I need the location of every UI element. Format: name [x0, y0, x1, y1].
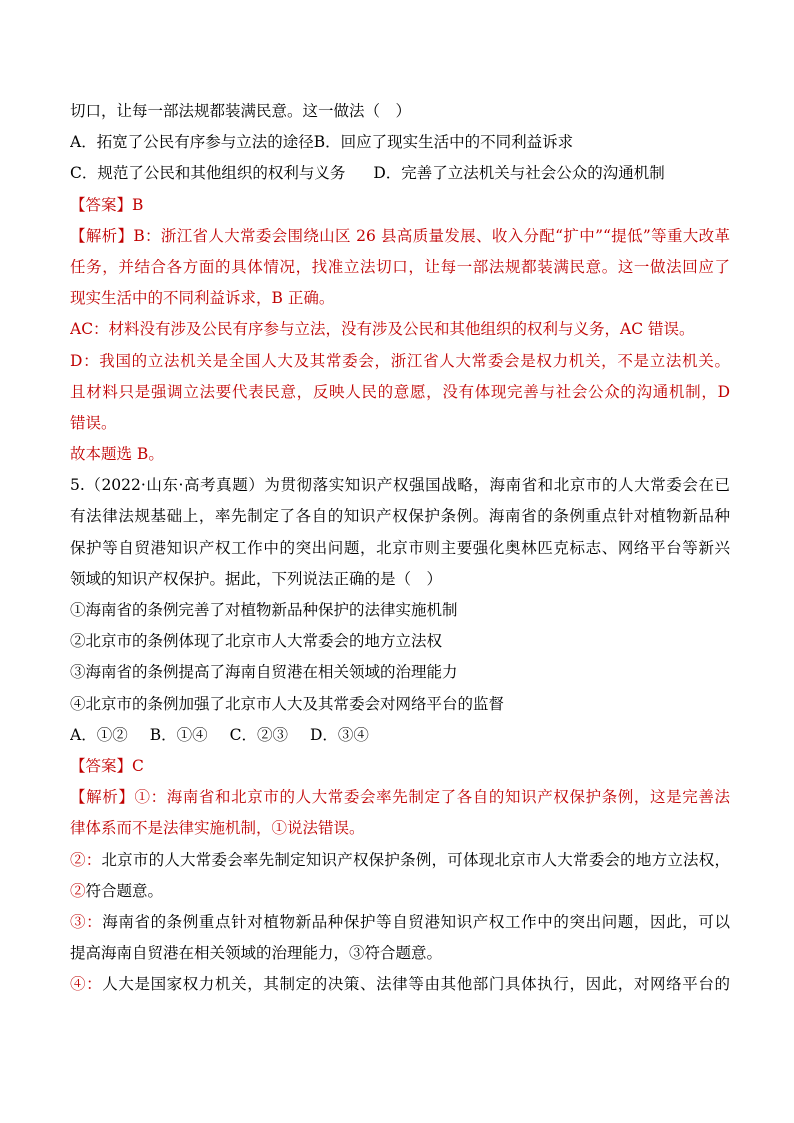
answer-value: B [132, 195, 144, 214]
analysis-text: 人大是国家权力机关，其制定的决策、法律等由其他部门具体执行，因此，对网络平台的 [102, 975, 730, 994]
answer-label: 【答案】 [70, 195, 133, 214]
analysis-text: 海南省和北京市的人大常委会率先制定了各自的知识产权保护条例，这是完善法 [166, 788, 730, 807]
answer-value: C [132, 756, 144, 775]
q4-option-d: D．完善了立法机关与社会公众的沟通机制 [373, 164, 665, 183]
analysis-text: 符合题意。 [85, 881, 164, 900]
q4-analysis-line-2: 任务，并结合各方面的具体情况，找准立法切口，让每一部法规都装满民意。这一做法回应了 [70, 257, 730, 276]
q5-statement-1: ①海南省的条例完善了对植物新品种保护的法律实施机制 [70, 601, 458, 619]
analysis-marker: ② [70, 881, 86, 900]
q5-option-a: A．①② [70, 725, 128, 744]
analysis-marker: ③： [70, 912, 103, 931]
analysis-text: 北京市的人大常委会率先制定知识产权保护条例，可体现北京市人大常委会的地方立法权， [101, 850, 730, 869]
q5-analysis-2-line-2 [70, 876, 730, 907]
q5-analysis-3-line-1 [70, 907, 730, 938]
q5-option-d: D．③④ [309, 725, 369, 744]
analysis-text: 海南省的条例重点针对植物新品种保护等自贸港知识产权工作中的突出问题，因此，可以 [102, 912, 730, 931]
answer-label: 【答案】 [70, 756, 133, 775]
q4-analysis-line-3: 现实生活中的不同利益诉求，B 正确。 [70, 289, 335, 308]
q4-option-a: A．拓宽了公民有序参与立法的途径 [70, 133, 314, 152]
q5-analysis-1-line-2: 律体系而不是法律实施机制，①说法错误。 [70, 819, 365, 838]
q4-option-b: B．回应了现实生活中的不同利益诉求 [313, 133, 574, 152]
q5-analysis-2-line-1 [70, 845, 730, 876]
q4-conclusion: 故本题选 B。 [70, 445, 164, 464]
q4-answer [70, 190, 730, 221]
analysis-marker: ②： [70, 850, 102, 869]
analysis-text: B：浙江省人大常委会围绕山区 26 县高质量发展、收入分配“扩中”“提低”等重大改革 [133, 226, 730, 245]
q5-statement-4: ④北京市的条例加强了北京市人大及其常委会对网络平台的监督 [70, 694, 505, 713]
document-content [70, 96, 730, 1000]
q5-statement-2: ②北京市的条例体现了北京市人大常委会的地方立法权 [70, 632, 443, 651]
q5-statement-3: ③海南省的条例提高了海南自贸港在相关领域的治理能力 [70, 663, 458, 682]
q4-analysis-ac: AC：材料没有涉及公民有序参与立法，没有涉及公民和其他组织的权利与义务，AC 错误。 [70, 320, 695, 339]
q4-option-c: C．规范了公民和其他组织的权利与义务 [70, 164, 346, 183]
q4-options-row-2 [70, 158, 730, 189]
q5-options [70, 720, 730, 751]
q5-option-c: C．②③ [229, 725, 288, 744]
analysis-label: 【解析】 [70, 226, 134, 245]
q5-analysis-1-line-1 [70, 782, 730, 813]
q5-option-b: B．①④ [149, 725, 208, 744]
q5-analysis-3-line-2: 提高海南自贸港在相关领域的治理能力，③符合题意。 [70, 944, 443, 963]
analysis-marker: ④： [70, 975, 103, 994]
q5-stem-line-3: 保护等自贸港知识产权工作中的突出问题，北京市则主要强化奥林匹克标志、网络平台等新兴 [70, 538, 730, 557]
q5-answer [70, 751, 730, 782]
q5-stem-line-4: 领域的知识产权保护。据此，下列说法正确的是（ ） [70, 569, 443, 588]
analysis-label: 【解析】 [70, 788, 135, 807]
q5-stem-line-1: 5.（2022·山东·高考真题）为贯彻落实知识产权强国战略，海南省和北京市的人大常委会在已 [70, 476, 730, 495]
q4-analysis-d-line-2: 且材料只是强调立法要代表民意，反映人民的意愿，没有体现完善与社会公众的沟通机制，D [70, 382, 730, 401]
q4-analysis-line-1 [70, 221, 730, 252]
q5-analysis-4-line-1 [70, 969, 730, 1000]
q4-analysis-d-line-3: 错误。 [70, 413, 117, 432]
q4-analysis-d-line-1: D：我国的立法机关是全国人大及其常委会，浙江省人大常委会是权力机关，不是立法机关。 [70, 351, 730, 370]
q5-stem-line-2: 有法律法规基础上，率先制定了各自的知识产权保护条例。海南省的条例重点针对植物新品种 [70, 507, 730, 526]
q4-stem-tail: 切口，让每一部法规都装满民意。这一做法（ ） [70, 102, 412, 120]
analysis-marker: ①： [134, 788, 167, 807]
q4-options-row-1 [70, 127, 730, 158]
